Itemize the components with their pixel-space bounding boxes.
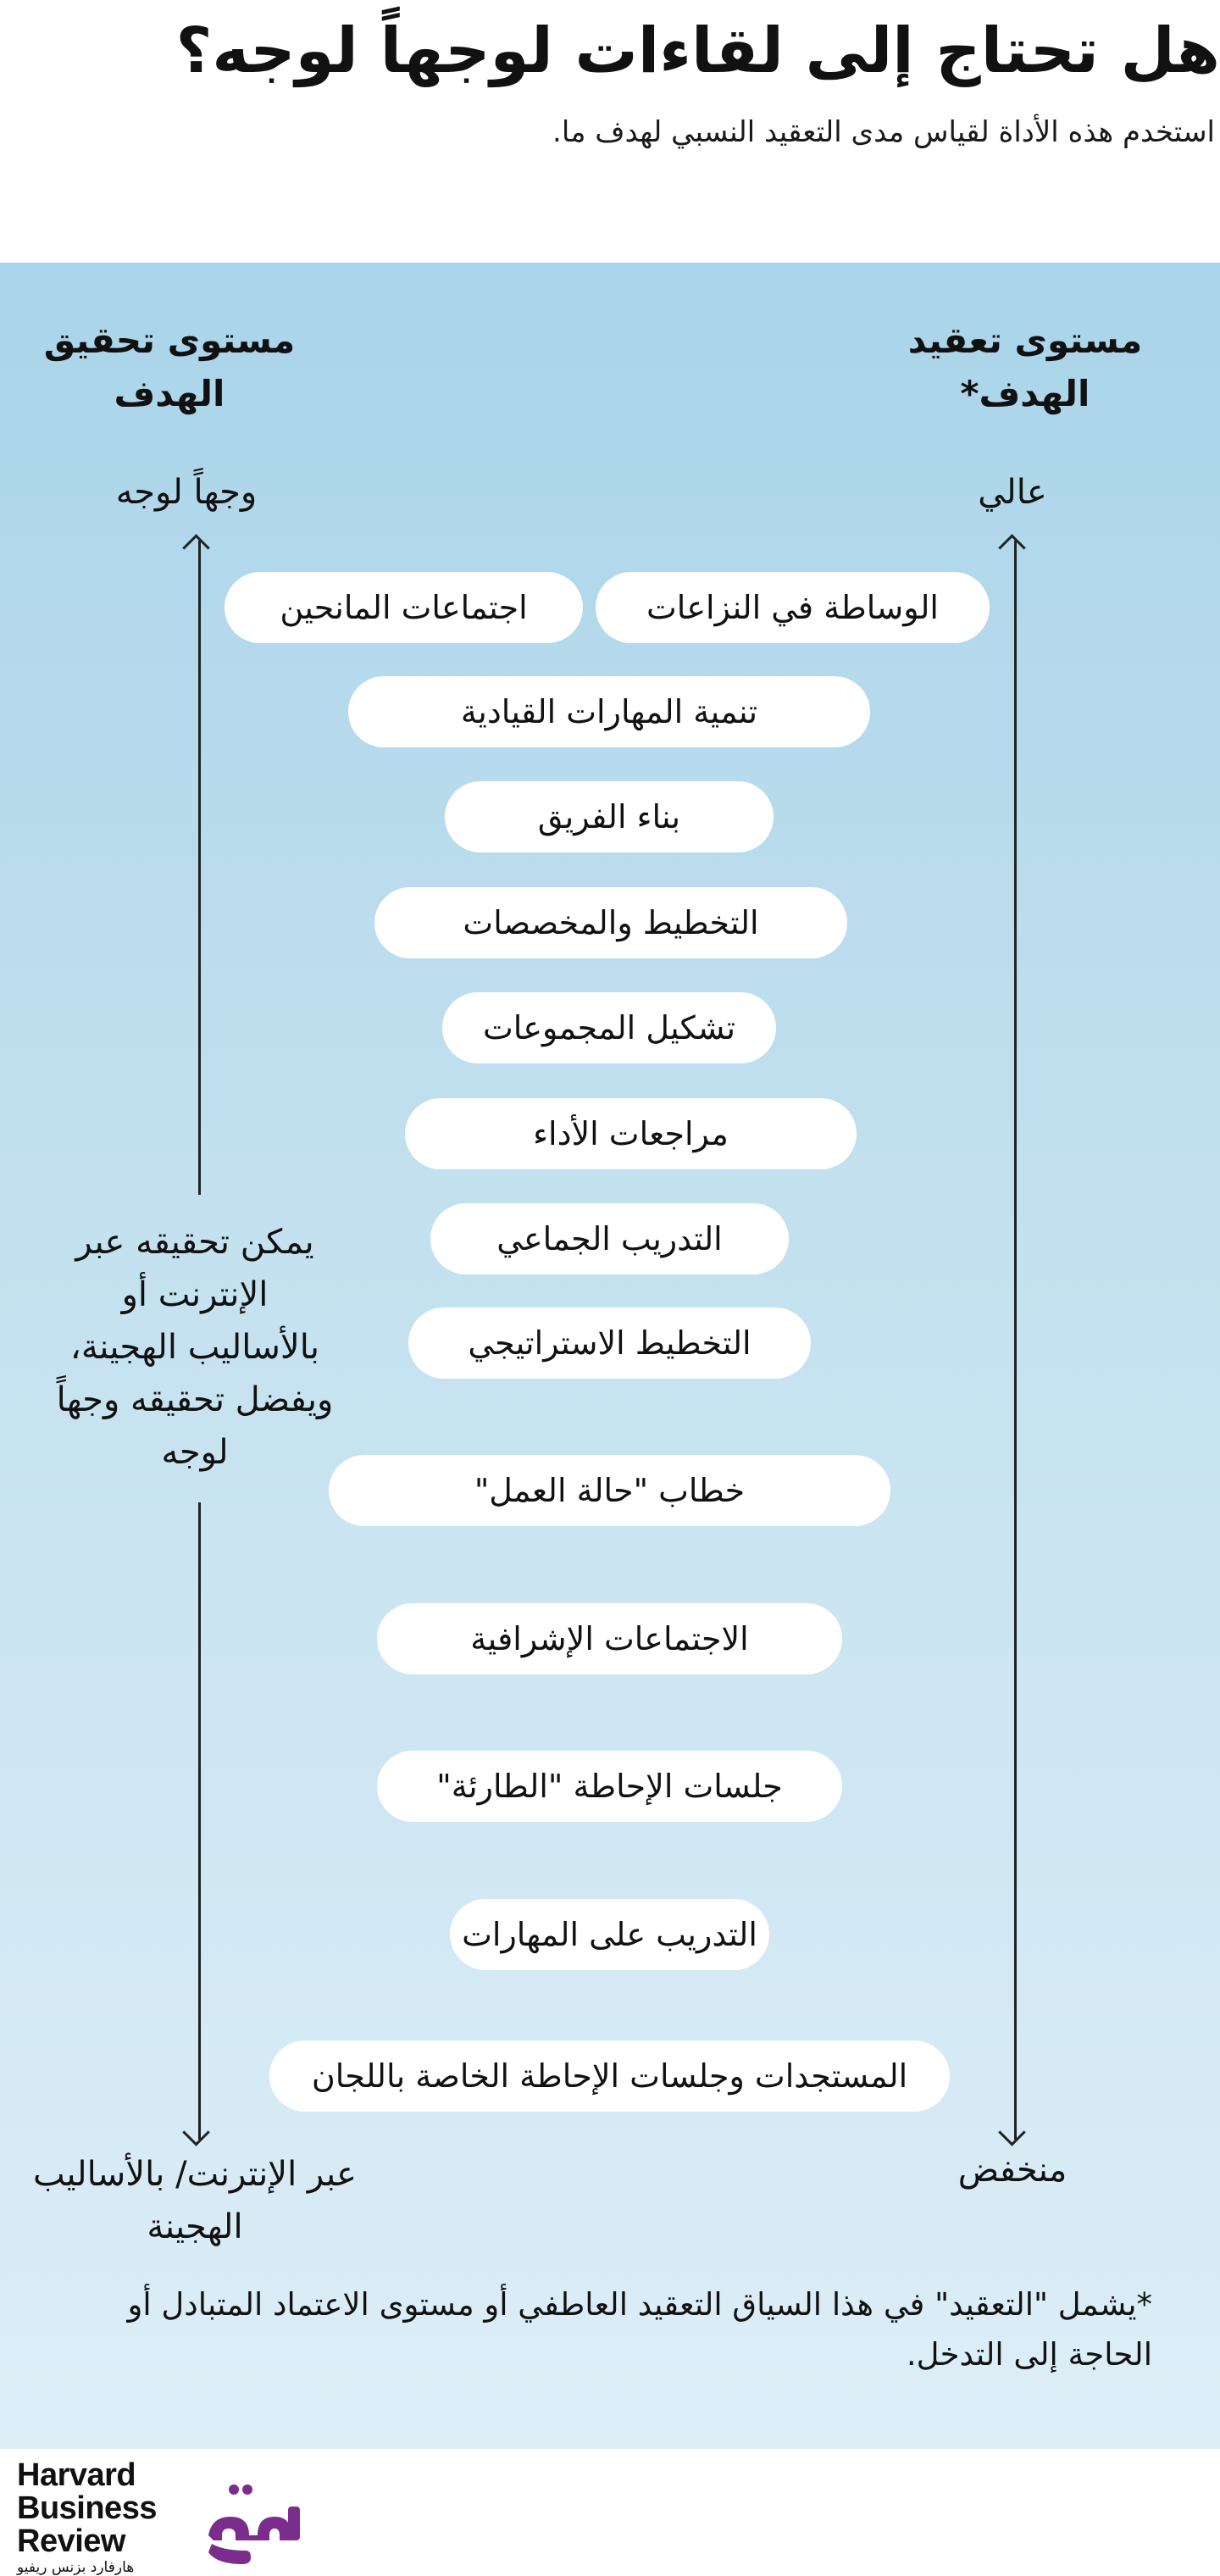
online-hybrid-label: عبر الإنترنت/ بالأساليب الهجينة (33, 2155, 357, 2246)
hbr-logo-line: Review (17, 2523, 125, 2559)
complexity-axis-heading: مستوى تعقيد الهدف* (907, 319, 1143, 414)
complexity-low-label: منخفض (957, 2151, 1068, 2190)
majarra-logo-icon (200, 2483, 310, 2568)
diagram-panel (0, 263, 1220, 2449)
activity-pill: الوساطة في النزاعات (596, 572, 990, 643)
activity-pill: التخطيط والمخصصات (374, 887, 847, 958)
footnote: *يشمل "التعقيد" في هذا السياق التعقيد العاطفي أو مستوى الاعتماد المتبادل أو الحاجة إلى التدخل. (127, 2286, 1152, 2373)
activity-pill: بناء الفريق (445, 781, 774, 852)
hbr-logo (17, 2459, 157, 2576)
activity-pill: تنمية المهارات القيادية (348, 676, 870, 747)
activity-pill: المستجدات وجلسات الإحاطة الخاصة باللجان (269, 2040, 950, 2112)
activity-pill: جلسات الإحاطة "الطارئة" (377, 1751, 842, 1822)
activity-pill: خطاب "حالة العمل" (329, 1455, 890, 1526)
complexity-axis-arrow (1014, 541, 1017, 2140)
hbr-logo-line: Business (17, 2490, 157, 2526)
header (0, 0, 1220, 263)
activity-pill: تشكيل المجموعات (442, 992, 776, 1063)
achievement-axis-heading: مستوى تحقيق الهدف (43, 319, 296, 414)
activity-pill: مراجعات الأداء (405, 1098, 857, 1169)
footer (0, 2449, 1220, 2576)
achievement-axis-arrow-bottom (198, 1502, 201, 2140)
page-subtitle: استخدم هذه الأداة لقياس مدى التعقيد النسبي لهدف ما. (552, 115, 1215, 149)
hybrid-preferred-note: يمكن تحقيقه عبر الإنترنت أو بالأساليب الهجينة، ويفضل تحقيقه وجهاً لوجه (56, 1223, 334, 1472)
activity-pill: الاجتماعات الإشرافية (377, 1603, 842, 1674)
activity-pill: التدريب على المهارات (450, 1899, 769, 1970)
activity-pill: التخطيط الاستراتيجي (408, 1307, 811, 1379)
hbr-logo-arabic: هارفارد بزنس ريفيو (17, 2559, 135, 2576)
activity-pill: التدريب الجماعي (430, 1203, 789, 1274)
complexity-high-label: عالي (978, 473, 1047, 512)
activity-pill: اجتماعات المانحين (225, 572, 583, 643)
hbr-logo-line: Harvard (17, 2457, 136, 2493)
page-title: هل تحتاج إلى لقاءات لوجهاً لوجه؟ (175, 14, 1220, 87)
achievement-axis-arrow-top (198, 541, 201, 1195)
face-to-face-label: وجهاً لوجه (115, 473, 258, 512)
